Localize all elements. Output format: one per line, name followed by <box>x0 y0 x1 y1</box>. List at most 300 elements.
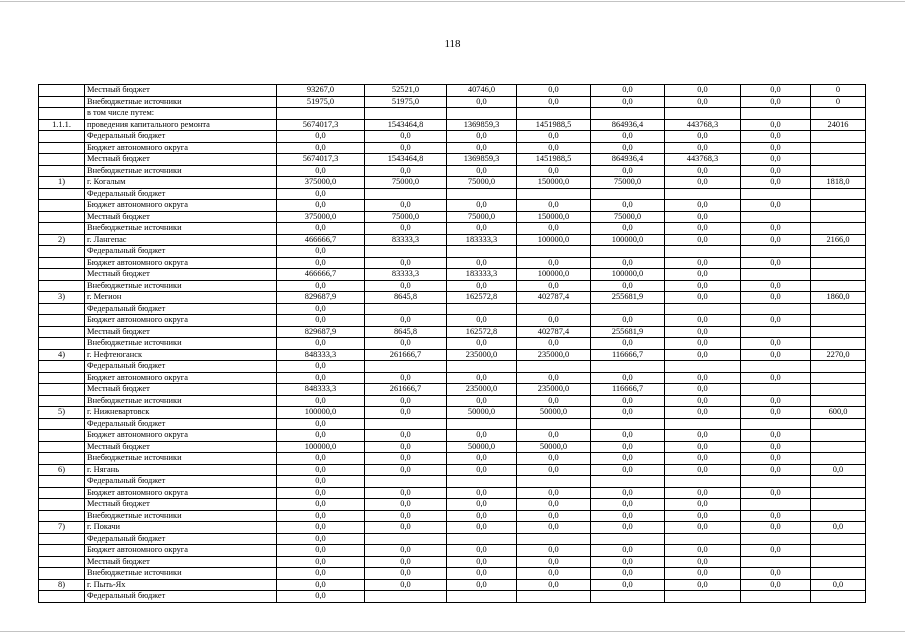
value-cell: 0,0 <box>741 280 811 292</box>
value-cell: 0,0 <box>277 223 365 235</box>
budget-table <box>38 84 866 603</box>
value-cell <box>811 223 866 235</box>
value-cell: 0,0 <box>665 269 741 281</box>
value-cell: 402787,4 <box>517 326 591 338</box>
value-cell: 75000,0 <box>365 177 447 189</box>
value-cell <box>665 246 741 258</box>
value-cell <box>665 108 741 120</box>
value-cell: 0,0 <box>447 510 517 522</box>
value-cell: 0,0 <box>517 200 591 212</box>
row-number: 7) <box>39 522 85 534</box>
value-cell <box>811 211 866 223</box>
table-row <box>39 108 866 120</box>
value-cell: 0,0 <box>591 522 665 534</box>
value-cell: 1451988,5 <box>517 154 591 166</box>
value-cell: 0,0 <box>517 487 591 499</box>
value-cell <box>277 108 365 120</box>
value-cell: 443768,3 <box>665 154 741 166</box>
row-number <box>39 372 85 384</box>
value-cell: 0,0 <box>591 487 665 499</box>
value-cell: 261666,7 <box>365 349 447 361</box>
value-cell: 0,0 <box>741 568 811 580</box>
table-row <box>39 372 866 384</box>
value-cell: 0,0 <box>665 579 741 591</box>
value-cell: 0,0 <box>741 142 811 154</box>
value-cell: 0,0 <box>665 430 741 442</box>
value-cell: 0,0 <box>365 372 447 384</box>
value-cell: 0,0 <box>665 338 741 350</box>
value-cell <box>741 211 811 223</box>
value-cell: 0,0 <box>665 487 741 499</box>
row-label: Местный бюджет <box>85 384 277 396</box>
table-row <box>39 234 866 246</box>
row-number <box>39 568 85 580</box>
value-cell: 0,0 <box>665 326 741 338</box>
value-cell: 0,0 <box>447 568 517 580</box>
value-cell: 0,0 <box>277 131 365 143</box>
row-label: Федеральный бюджет <box>85 131 277 143</box>
value-cell: 0,0 <box>591 510 665 522</box>
row-label: Бюджет автономного округа <box>85 200 277 212</box>
value-cell: 0,0 <box>365 407 447 419</box>
row-label: проведения капитального ремонта <box>85 119 277 131</box>
value-cell: 0,0 <box>741 430 811 442</box>
value-cell: 75000,0 <box>365 211 447 223</box>
row-label: Бюджет автономного округа <box>85 257 277 269</box>
value-cell: 0,0 <box>277 453 365 465</box>
value-cell: 0,0 <box>517 545 591 557</box>
value-cell: 0,0 <box>665 234 741 246</box>
table-row <box>39 395 866 407</box>
value-cell: 0,0 <box>365 131 447 143</box>
value-cell: 0,0 <box>811 579 866 591</box>
value-cell: 0,0 <box>277 315 365 327</box>
value-cell: 0,0 <box>365 499 447 511</box>
value-cell <box>741 556 811 568</box>
value-cell: 83333,3 <box>365 234 447 246</box>
value-cell: 0,0 <box>277 142 365 154</box>
value-cell: 0,0 <box>665 177 741 189</box>
value-cell <box>365 108 447 120</box>
row-number <box>39 131 85 143</box>
row-label: Местный бюджет <box>85 154 277 166</box>
value-cell: 0,0 <box>665 453 741 465</box>
value-cell: 402787,4 <box>517 292 591 304</box>
value-cell: 0,0 <box>665 165 741 177</box>
value-cell: 0,0 <box>665 441 741 453</box>
value-cell <box>811 303 866 315</box>
value-cell <box>365 188 447 200</box>
value-cell: 235000,0 <box>447 384 517 396</box>
value-cell: 0,0 <box>517 556 591 568</box>
value-cell: 0,0 <box>517 223 591 235</box>
value-cell: 100000,0 <box>517 234 591 246</box>
row-label: г. Нижневартовск <box>85 407 277 419</box>
row-number <box>39 223 85 235</box>
value-cell: 0,0 <box>277 545 365 557</box>
value-cell <box>811 453 866 465</box>
value-cell: 0,0 <box>665 211 741 223</box>
value-cell: 0,0 <box>277 200 365 212</box>
value-cell: 50000,0 <box>517 407 591 419</box>
value-cell <box>517 476 591 488</box>
value-cell: 0,0 <box>365 338 447 350</box>
value-cell <box>811 545 866 557</box>
row-number: 6) <box>39 464 85 476</box>
value-cell: 0,0 <box>741 372 811 384</box>
value-cell <box>741 269 811 281</box>
value-cell: 0,0 <box>365 223 447 235</box>
value-cell: 1369859,3 <box>447 119 517 131</box>
value-cell: 0,0 <box>591 545 665 557</box>
value-cell <box>741 326 811 338</box>
value-cell: 1543464,8 <box>365 119 447 131</box>
value-cell: 0,0 <box>447 165 517 177</box>
row-number <box>39 556 85 568</box>
value-cell: 0,0 <box>277 522 365 534</box>
value-cell: 0,0 <box>665 372 741 384</box>
row-number: 3) <box>39 292 85 304</box>
value-cell <box>741 533 811 545</box>
value-cell: 0,0 <box>741 545 811 557</box>
value-cell <box>811 430 866 442</box>
row-number <box>39 108 85 120</box>
value-cell <box>517 303 591 315</box>
value-cell <box>517 188 591 200</box>
table-row <box>39 211 866 223</box>
value-cell: 0,0 <box>517 430 591 442</box>
value-cell <box>665 418 741 430</box>
row-number <box>39 361 85 373</box>
value-cell: 0,0 <box>517 338 591 350</box>
value-cell: 0,0 <box>665 395 741 407</box>
value-cell: 0,0 <box>277 533 365 545</box>
value-cell: 0,0 <box>517 579 591 591</box>
row-number <box>39 142 85 154</box>
value-cell: 0,0 <box>517 142 591 154</box>
value-cell: 40746,0 <box>447 85 517 97</box>
row-label: Федеральный бюджет <box>85 476 277 488</box>
page-number: 118 <box>444 38 461 50</box>
value-cell: 0,0 <box>591 579 665 591</box>
value-cell: 0,0 <box>741 487 811 499</box>
value-cell: 0,0 <box>665 292 741 304</box>
row-number <box>39 96 85 108</box>
table-row <box>39 96 866 108</box>
value-cell: 50000,0 <box>447 407 517 419</box>
value-cell <box>517 533 591 545</box>
value-cell: 75000,0 <box>591 211 665 223</box>
value-cell <box>591 303 665 315</box>
value-cell: 0,0 <box>665 200 741 212</box>
value-cell <box>365 361 447 373</box>
row-number <box>39 476 85 488</box>
value-cell: 0,0 <box>447 131 517 143</box>
value-cell <box>811 338 866 350</box>
value-cell: 83333,3 <box>365 269 447 281</box>
row-number <box>39 591 85 603</box>
value-cell <box>517 361 591 373</box>
row-number: 2) <box>39 234 85 246</box>
value-cell: 0,0 <box>517 395 591 407</box>
row-number <box>39 211 85 223</box>
table-row <box>39 533 866 545</box>
row-label: Внебюджетные источники <box>85 453 277 465</box>
value-cell: 183333,3 <box>447 269 517 281</box>
row-label: г. Лангепас <box>85 234 277 246</box>
value-cell: 0,0 <box>277 476 365 488</box>
value-cell <box>591 108 665 120</box>
value-cell <box>741 499 811 511</box>
value-cell: 52521,0 <box>365 85 447 97</box>
value-cell: 0,0 <box>365 142 447 154</box>
value-cell: 0,0 <box>591 556 665 568</box>
value-cell: 150000,0 <box>517 211 591 223</box>
row-label: г. Покачи <box>85 522 277 534</box>
value-cell <box>447 188 517 200</box>
value-cell: 235000,0 <box>517 384 591 396</box>
value-cell: 162572,8 <box>447 292 517 304</box>
scan-edge-bottom <box>0 631 905 632</box>
value-cell <box>591 188 665 200</box>
value-cell: 0,0 <box>741 464 811 476</box>
row-label: Бюджет автономного округа <box>85 545 277 557</box>
value-cell <box>741 361 811 373</box>
value-cell: 5674017,3 <box>277 154 365 166</box>
value-cell: 0,0 <box>277 395 365 407</box>
value-cell <box>811 154 866 166</box>
table-row <box>39 154 866 166</box>
row-label: Внебюджетные источники <box>85 280 277 292</box>
value-cell: 116666,7 <box>591 384 665 396</box>
value-cell: 0,0 <box>665 223 741 235</box>
table-row <box>39 487 866 499</box>
value-cell <box>591 533 665 545</box>
row-label: Федеральный бюджет <box>85 303 277 315</box>
value-cell <box>665 303 741 315</box>
table-row <box>39 257 866 269</box>
row-label: Федеральный бюджет <box>85 418 277 430</box>
row-label: Внебюджетные источники <box>85 96 277 108</box>
table-row <box>39 591 866 603</box>
value-cell <box>811 372 866 384</box>
row-label: Федеральный бюджет <box>85 591 277 603</box>
table-row <box>39 418 866 430</box>
value-cell: 0,0 <box>365 568 447 580</box>
value-cell: 75000,0 <box>447 211 517 223</box>
row-label: Бюджет автономного округа <box>85 487 277 499</box>
table-row <box>39 476 866 488</box>
value-cell: 0,0 <box>517 464 591 476</box>
value-cell: 0,0 <box>365 487 447 499</box>
value-cell: 0,0 <box>365 430 447 442</box>
row-label: Федеральный бюджет <box>85 533 277 545</box>
table-row <box>39 430 866 442</box>
scan-edge-top <box>0 1 905 2</box>
value-cell: 375000,0 <box>277 177 365 189</box>
value-cell: 0,0 <box>591 453 665 465</box>
value-cell: 2270,0 <box>811 349 866 361</box>
row-number <box>39 338 85 350</box>
value-cell: 0,0 <box>591 499 665 511</box>
value-cell: 162572,8 <box>447 326 517 338</box>
value-cell: 0,0 <box>741 177 811 189</box>
row-number <box>39 154 85 166</box>
value-cell: 0,0 <box>591 430 665 442</box>
value-cell: 0,0 <box>277 257 365 269</box>
value-cell: 0,0 <box>517 522 591 534</box>
value-cell: 0,0 <box>277 510 365 522</box>
row-label: Внебюджетные источники <box>85 223 277 235</box>
value-cell: 0,0 <box>665 280 741 292</box>
value-cell <box>811 556 866 568</box>
value-cell <box>811 591 866 603</box>
value-cell: 235000,0 <box>447 349 517 361</box>
value-cell: 0,0 <box>591 407 665 419</box>
value-cell: 261666,7 <box>365 384 447 396</box>
row-number <box>39 430 85 442</box>
row-label: г. Нефтеюганск <box>85 349 277 361</box>
row-number <box>39 487 85 499</box>
value-cell: 0,0 <box>517 499 591 511</box>
value-cell: 75000,0 <box>591 177 665 189</box>
value-cell: 93267,0 <box>277 85 365 97</box>
value-cell: 8645,8 <box>365 326 447 338</box>
value-cell: 51975,0 <box>365 96 447 108</box>
value-cell: 0,0 <box>365 556 447 568</box>
value-cell: 0,0 <box>365 522 447 534</box>
value-cell: 0,0 <box>591 441 665 453</box>
value-cell: 375000,0 <box>277 211 365 223</box>
table-row <box>39 223 866 235</box>
value-cell: 0,0 <box>741 522 811 534</box>
value-cell: 0,0 <box>591 315 665 327</box>
row-label: Местный бюджет <box>85 269 277 281</box>
value-cell: 0,0 <box>665 257 741 269</box>
value-cell: 0 <box>811 96 866 108</box>
value-cell <box>665 188 741 200</box>
value-cell: 0,0 <box>447 257 517 269</box>
value-cell: 0,0 <box>365 441 447 453</box>
value-cell <box>447 418 517 430</box>
value-cell: 0,0 <box>517 453 591 465</box>
value-cell <box>517 108 591 120</box>
value-cell: 0 <box>811 85 866 97</box>
value-cell: 75000,0 <box>447 177 517 189</box>
value-cell: 0,0 <box>665 568 741 580</box>
table-row <box>39 315 866 327</box>
value-cell: 0,0 <box>277 372 365 384</box>
value-cell: 0,0 <box>277 556 365 568</box>
table-row <box>39 407 866 419</box>
value-cell <box>741 188 811 200</box>
value-cell: 0,0 <box>741 85 811 97</box>
value-cell: 0,0 <box>665 556 741 568</box>
value-cell: 0,0 <box>741 453 811 465</box>
value-cell: 0,0 <box>517 510 591 522</box>
value-cell: 0,0 <box>447 280 517 292</box>
value-cell <box>741 418 811 430</box>
value-cell <box>365 246 447 258</box>
value-cell: 0,0 <box>447 142 517 154</box>
value-cell <box>665 533 741 545</box>
value-cell: 0,0 <box>741 395 811 407</box>
table-row <box>39 280 866 292</box>
table-row <box>39 556 866 568</box>
value-cell <box>811 188 866 200</box>
value-cell <box>591 591 665 603</box>
value-cell: 0,0 <box>741 131 811 143</box>
table-row <box>39 85 866 97</box>
table-row <box>39 384 866 396</box>
value-cell: 0,0 <box>591 131 665 143</box>
value-cell <box>365 303 447 315</box>
value-cell: 1860,0 <box>811 292 866 304</box>
value-cell: 0,0 <box>365 464 447 476</box>
value-cell: 0,0 <box>277 579 365 591</box>
value-cell: 0,0 <box>741 223 811 235</box>
value-cell: 0,0 <box>591 338 665 350</box>
value-cell <box>811 269 866 281</box>
row-number <box>39 85 85 97</box>
value-cell: 100000,0 <box>591 269 665 281</box>
value-cell: 8645,8 <box>365 292 447 304</box>
value-cell <box>811 361 866 373</box>
value-cell: 0,0 <box>665 349 741 361</box>
value-cell <box>741 591 811 603</box>
row-label: Местный бюджет <box>85 499 277 511</box>
value-cell: 0,0 <box>665 384 741 396</box>
value-cell: 0,0 <box>447 338 517 350</box>
value-cell: 0,0 <box>277 361 365 373</box>
value-cell <box>811 476 866 488</box>
value-cell <box>447 533 517 545</box>
value-cell: 0,0 <box>591 257 665 269</box>
value-cell: 0,0 <box>365 545 447 557</box>
value-cell: 0,0 <box>591 395 665 407</box>
value-cell <box>741 384 811 396</box>
row-label: Внебюджетные источники <box>85 510 277 522</box>
value-cell: 0,0 <box>447 200 517 212</box>
value-cell <box>811 200 866 212</box>
value-cell: 1818,0 <box>811 177 866 189</box>
row-label: г. Нягань <box>85 464 277 476</box>
value-cell: 0,0 <box>447 499 517 511</box>
row-label: Местный бюджет <box>85 326 277 338</box>
value-cell: 0,0 <box>277 280 365 292</box>
row-label: Внебюджетные источники <box>85 395 277 407</box>
row-label: Бюджет автономного округа <box>85 142 277 154</box>
row-number: 5) <box>39 407 85 419</box>
table-row <box>39 499 866 511</box>
table-row <box>39 292 866 304</box>
value-cell <box>665 361 741 373</box>
table-row <box>39 453 866 465</box>
value-cell <box>365 476 447 488</box>
row-number <box>39 384 85 396</box>
table-row <box>39 338 866 350</box>
value-cell: 0,0 <box>741 96 811 108</box>
row-label: Внебюджетные источники <box>85 338 277 350</box>
value-cell <box>517 418 591 430</box>
value-cell <box>811 257 866 269</box>
value-cell: 255681,9 <box>591 326 665 338</box>
value-cell: 0,0 <box>741 441 811 453</box>
value-cell <box>811 499 866 511</box>
value-cell: 0,0 <box>665 499 741 511</box>
value-cell <box>811 384 866 396</box>
value-cell: 0,0 <box>665 464 741 476</box>
